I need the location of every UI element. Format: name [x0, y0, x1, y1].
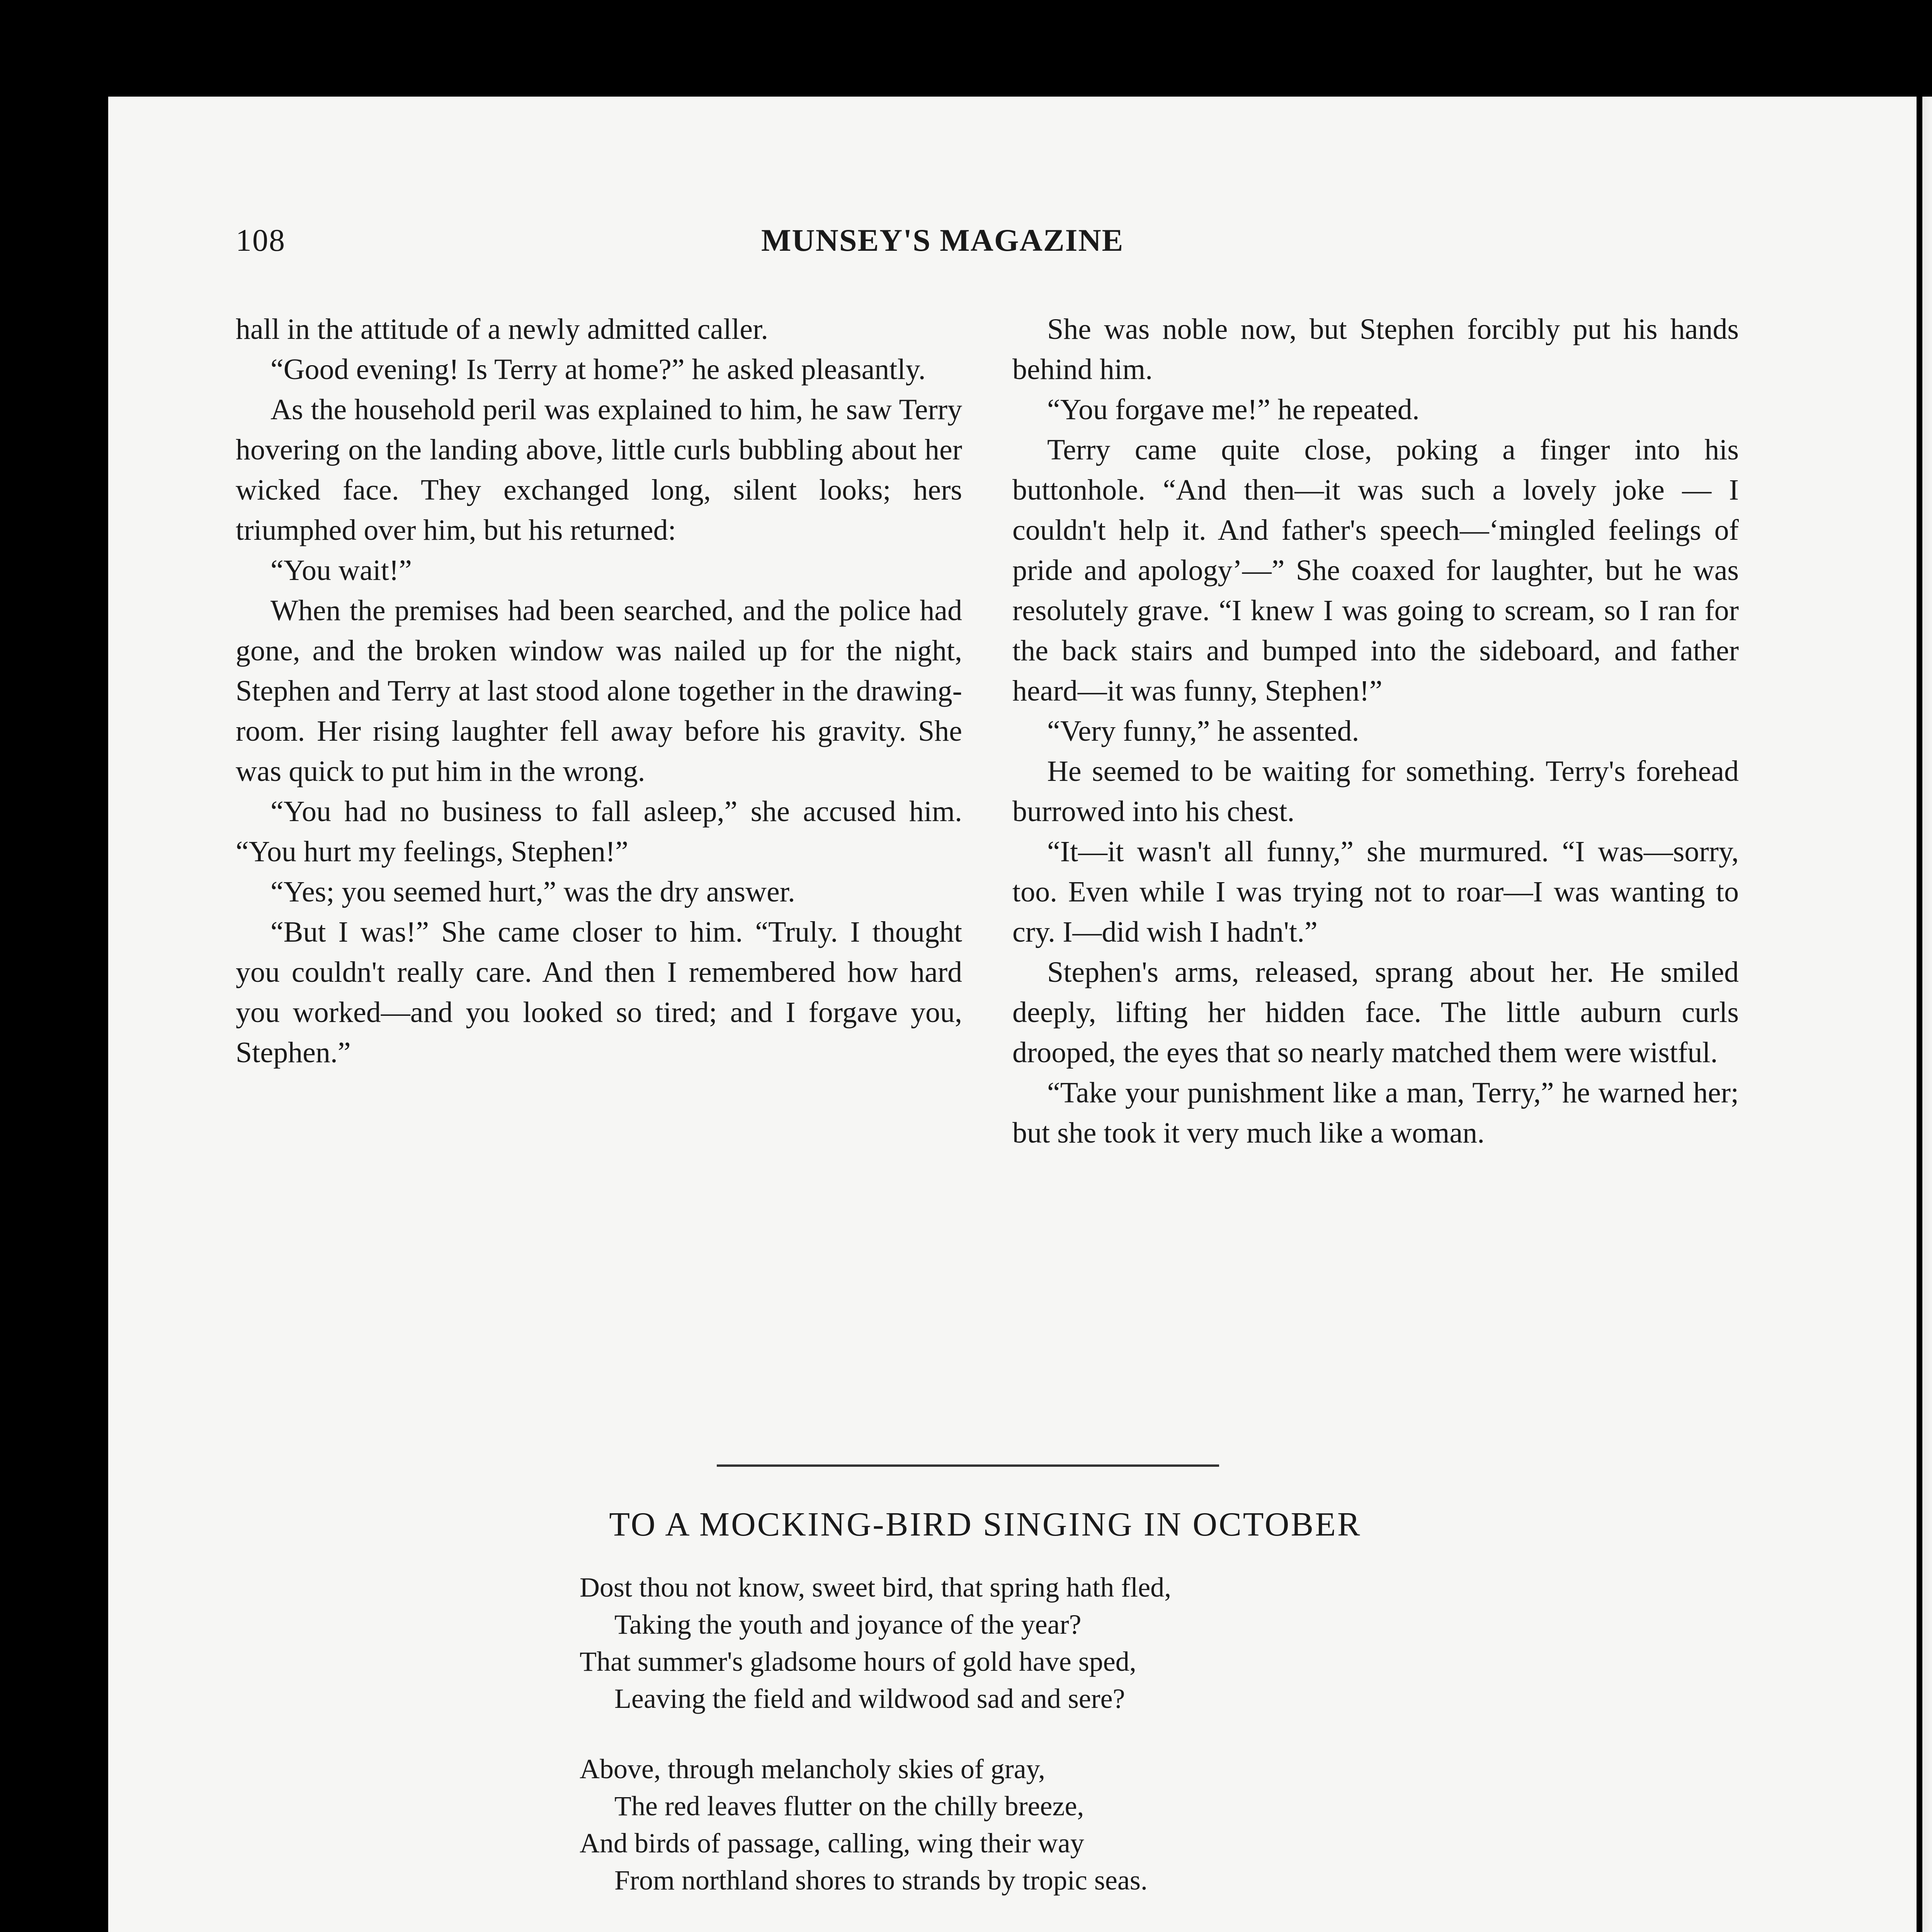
- paragraph: “Yes; you seemed hurt,” was the dry answer.: [270, 876, 795, 908]
- right-column: [1012, 309, 1739, 1153]
- stanza: [580, 1569, 1700, 1717]
- paragraph: “You wait!”: [270, 554, 412, 587]
- poem-line: That summer's gladsome hours of gold have sped,: [580, 1646, 1136, 1677]
- paragraph: He seemed to be waiting for something. Terry's forehead burrowed into his chest.: [1012, 755, 1739, 828]
- paragraph: Terry came quite close, poking a finger into his buttonhole. “And then—it was such a lovely joke — I couldn't help it. And father's speech—‘mingled feelings of pride and apology’—” She coaxed for laughter, but he was resolutely grave. “I knew I was going to scream, so I ran for the back stairs and bumped into the sideboard, and father heard—it was funny, Stephen!”: [1012, 434, 1739, 707]
- paragraph: “You forgave me!” he repeated.: [1047, 393, 1420, 426]
- paragraph: Stephen's arms, released, sprang about her. He smiled deeply, lifting her hidden face. The little auburn curls drooped, the eyes that so nearly matched them were wistful.: [1012, 956, 1739, 1069]
- running-header: [236, 222, 1735, 265]
- poem-line: Leaving the field and wildwood sad and sere?: [614, 1683, 1125, 1714]
- paragraph: As the household peril was explained to him, he saw Terry hovering on the landing above, little curls bubbling about her wicked face. They exchanged long, silent looks; hers triumphed over him, but his returned:: [236, 393, 962, 546]
- poem-title: TO A MOCKING-BIRD SINGING IN OCTOBER: [609, 1506, 1362, 1543]
- running-title: MUNSEY'S MAGAZINE: [761, 223, 1124, 258]
- poem-line: Above, through melancholy skies of gray,: [580, 1753, 1046, 1784]
- paragraph: “Take your punishment like a man, Terry,” he warned her; but she took it very much like a woman.: [1012, 1077, 1739, 1149]
- poem-line: Taking the youth and joyance of the year?: [614, 1609, 1082, 1640]
- paragraph: When the premises had been searched, and the police had gone, and the broken window was nailed up for the night, Stephen and Terry at last stood alone together in the drawing-room. Her rising laughter fell away before his gravity. She was quick to put him in the wrong.: [236, 594, 962, 787]
- paragraph: “But I was!” She came closer to him. “Truly. I thought you couldn't really care. And then I remembered how hard you worked—and you looked so tired; and I forgave you, Stephen.”: [236, 916, 962, 1069]
- paragraph: hall in the attitude of a newly admitted caller.: [236, 313, 769, 345]
- paragraph: “Good evening! Is Terry at home?” he asked pleasantly.: [270, 353, 926, 386]
- paragraph: “Very funny,” he assented.: [1047, 715, 1359, 747]
- next-page-edge: [1922, 97, 1932, 1932]
- poem-body: [580, 1569, 1700, 1932]
- poem-line: The red leaves flutter on the chilly breeze,: [614, 1791, 1084, 1821]
- poem-line: And birds of passage, calling, wing their way: [580, 1828, 1084, 1859]
- section-divider: [717, 1464, 1219, 1467]
- left-column: [236, 309, 962, 1073]
- poem-line: From northland shores to strands by tropic seas.: [614, 1865, 1148, 1896]
- paragraph: She was noble now, but Stephen forcibly put his hands behind him.: [1012, 313, 1739, 386]
- paragraph: “You had no business to fall asleep,” she accused him. “You hurt my feelings, Stephen!”: [236, 795, 962, 868]
- paragraph: “It—it wasn't all funny,” she murmured. “I was—sorry, too. Even while I was trying not to roar—I was wanting to cry. I—did wish I hadn't.”: [1012, 835, 1739, 948]
- poem-line: Dost thou not know, sweet bird, that spring hath fled,: [580, 1572, 1172, 1603]
- stanza: [580, 1750, 1700, 1899]
- page-number: 108: [236, 223, 286, 258]
